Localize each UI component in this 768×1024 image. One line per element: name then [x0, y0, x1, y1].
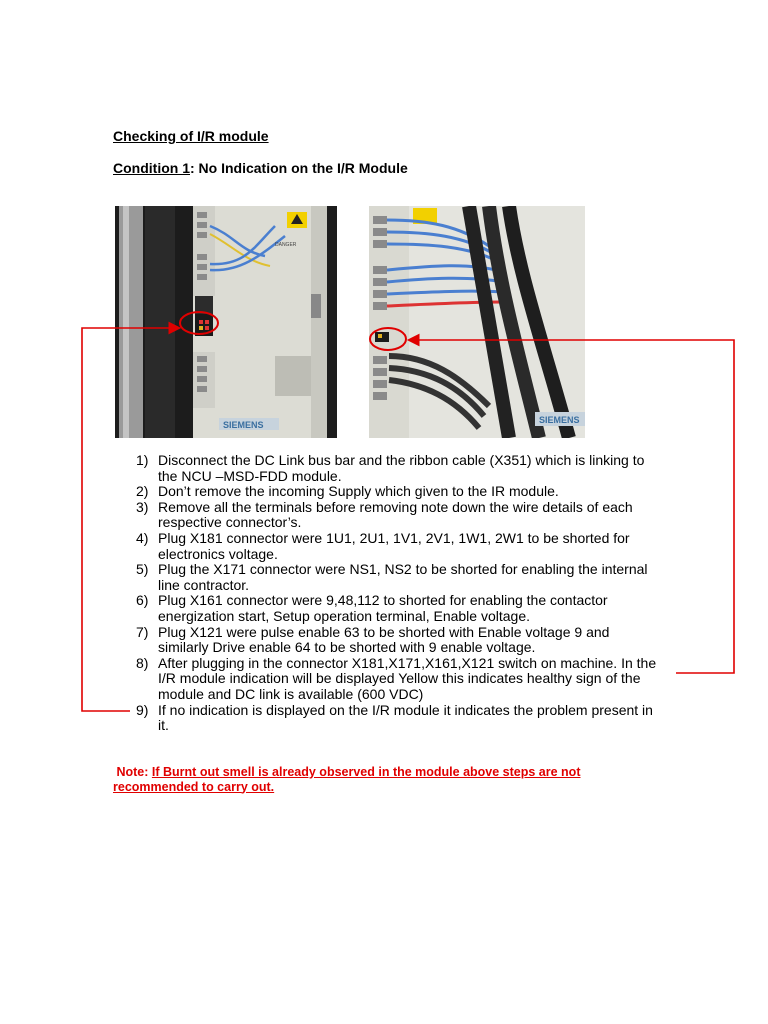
step-item	[132, 656, 660, 703]
step-text: Plug X121 were pulse enable 63 to be shorted with Enable voltage 9 and similarly Drive enable 64 to be shorted with 9 enable voltage.	[158, 623, 610, 656]
step-number: 4)	[136, 529, 149, 546]
step-item	[132, 625, 660, 656]
step-item	[132, 703, 660, 734]
siemens-label-right: SIEMENS	[539, 415, 580, 425]
step-number: 6)	[136, 592, 149, 609]
step-item	[132, 562, 660, 593]
step-number: 2)	[136, 483, 149, 500]
step-number: 9)	[136, 701, 149, 718]
step-text: If no indication is displayed on the I/R module it indicates the problem present in it.	[158, 701, 653, 734]
step-item	[132, 531, 660, 562]
step-text: After plugging in the connector X181,X171,X161,X121 switch on machine. In the I/R module indication will be displayed Yellow this indicates healthy sign of the module and DC link is available (600 VDC)	[158, 654, 657, 702]
step-number: 1)	[136, 452, 149, 468]
warning-note	[113, 765, 633, 794]
step-text: Remove all the terminals before removing note down the wire details of each respective connector’s.	[158, 498, 633, 531]
step-text: Plug the X171 connector were NS1, NS2 to be shorted for enabling the internal line contractor.	[158, 561, 648, 593]
condition-text: : No Indication on the I/R Module	[190, 160, 408, 176]
indicator-circle-right	[370, 328, 406, 350]
condition-label: Condition 1	[113, 160, 190, 176]
step-item	[132, 500, 660, 531]
indicator-circle-left	[180, 312, 218, 334]
section-heading: Checking of I/R module	[113, 128, 269, 144]
step-number: 7)	[136, 623, 149, 640]
note-label: Note:	[116, 765, 152, 779]
step-text: Plug X181 connector were 1U1, 2U1, 1V1, 2V1, 1W1, 2W1 to be shorted for electronics voltage.	[158, 529, 630, 562]
step-item	[132, 484, 660, 500]
danger-label: DANGER	[275, 242, 297, 248]
step-text: Plug X161 connector were 9,48,112 to shorted for enabling the contactor energization start, Setup operation terminal, Enable voltage.	[158, 592, 608, 624]
step-number: 5)	[136, 561, 149, 578]
step-item	[132, 593, 660, 624]
step-item	[132, 453, 660, 484]
step-number: 8)	[136, 654, 149, 671]
step-text: Don’t remove the incoming Supply which given to the IR module.	[158, 483, 559, 500]
procedure-steps	[132, 453, 660, 734]
step-text: Disconnect the DC Link bus bar and the ribbon cable (X351) which is linking to the NCU –MSD-FDD module.	[158, 452, 645, 484]
note-text: If Burnt out smell is already observed in the module above steps are not recommended to carry out.	[113, 765, 581, 794]
siemens-label-left: SIEMENS	[223, 420, 264, 430]
step-number: 3)	[136, 498, 149, 515]
